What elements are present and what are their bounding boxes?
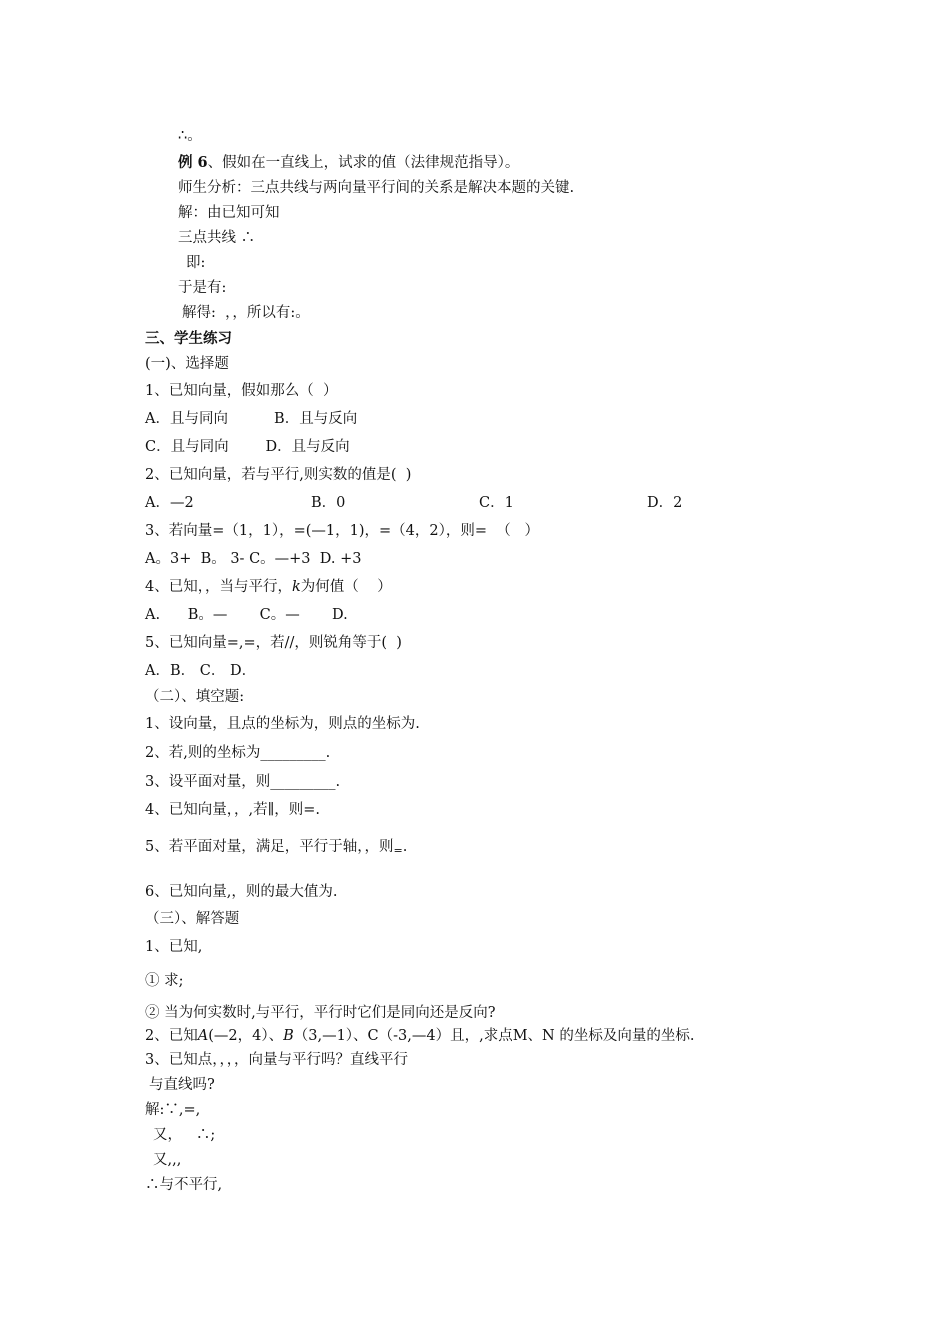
section-3-title: 三、学生练习 — [145, 330, 232, 347]
analysis-line: 师生分析：三点共线与两向量平行间的关系是解决本题的关键. — [178, 180, 575, 196]
fill-q5-post: . — [402, 839, 408, 855]
answer-q1-part2: ② 当为何实数时,与平行，平行时它们是同向还是反向? — [145, 1005, 496, 1021]
answer-sol-1: 解:∵,=, — [145, 1102, 201, 1118]
answer-heading: （三）、解答题 — [145, 911, 240, 927]
mcq-q4-post: 为何值（ ） — [300, 579, 392, 595]
mcq-q1: 1、已知向量，假如那么（ ） — [145, 383, 338, 399]
answer-q2-mid2: （3,—1）、C（-3,—4）且，,求点M、N 的坐标及向量的坐标. — [293, 1028, 695, 1044]
solved-line: 解得: ，，所以有:。 — [182, 305, 310, 321]
answer-sol-4: ∴与不平行, — [145, 1177, 223, 1193]
answer-q2-pre: 2、已知 — [145, 1028, 198, 1044]
answer-q1-part1: ① 求; — [145, 973, 184, 989]
fill-q5 — [145, 838, 407, 860]
answer-q2-point-b: B — [283, 1028, 294, 1044]
mcq-heading: (一)、选择题 — [145, 356, 229, 372]
answer-q3-cont: 与直线吗? — [149, 1077, 215, 1093]
fill-q1: 1、设向量，且点的坐标为，则点的坐标为. — [145, 716, 420, 732]
mcq-q4 — [145, 578, 392, 596]
mcq-q4-options: A. B。— C。— D. — [145, 607, 348, 623]
answer-sol-2: 又， ∴; — [153, 1127, 216, 1143]
collinear-line: 三点共线 ∴ — [178, 230, 256, 246]
answer-q2 — [145, 1027, 694, 1045]
fill-q4: 4、已知向量，，,若∥，则=. — [145, 802, 321, 818]
mcq-q5-options: A．B． C． D． — [145, 663, 257, 679]
answer-q2-point-a: A — [197, 1028, 209, 1044]
fill-q2: 2、若,则的坐标为_________. — [145, 745, 331, 761]
mcq-q4-pre: 4、已知，，当与平行， — [145, 579, 292, 595]
mcq-q1-options-cd: C．且与同向 D．且与反向 — [145, 439, 350, 455]
example-6-title — [178, 154, 519, 172]
mcq-q3-options: A。3+ B。 3- C。—+3 D. +3 — [145, 551, 362, 567]
answer-q2-mid1: (—2，4）、 — [208, 1028, 284, 1044]
mcq-q1-options-ab: A．且与同向 B．且与反向 — [145, 411, 358, 427]
mcq-q2-option-a: A．—2 — [145, 495, 194, 511]
fill-q5-blank: = — [393, 844, 403, 857]
example-label: 例 6 — [178, 154, 208, 171]
namely-line: 即: — [186, 255, 206, 271]
mcq-q2-option-b: B．0 — [311, 495, 346, 511]
answer-q1: 1、已知, — [145, 939, 203, 955]
mcq-q2-option-d: D．2 — [647, 495, 683, 511]
answer-q3: 3、已知点，，，，向量与平行吗？直线平行 — [145, 1052, 408, 1068]
fill-q5-pre: 5、若平面对量，满足，平行于轴，，则 — [145, 839, 394, 855]
answer-sol-3: 又,,, — [153, 1152, 182, 1168]
mcq-q3: 3、若向量=（1，1），=(—1，1)，=（4，2），则= （ ） — [145, 523, 540, 539]
so-have-line: 于是有: — [178, 280, 227, 296]
mcq-q4-k: k — [291, 579, 301, 595]
fill-heading: （二）、填空题: — [145, 689, 245, 705]
fill-q6: 6、已知向量,，则的最大值为. — [145, 884, 338, 900]
solution-line: 解：由已知可知 — [178, 205, 280, 221]
therefore-line: ∴。 — [178, 128, 202, 144]
mcq-q2-option-c: C．1 — [479, 495, 514, 511]
mcq-q2: 2、已知向量，若与平行,则实数的值是( ) — [145, 467, 412, 483]
fill-q3: 3、设平面对量，则_________. — [145, 774, 341, 790]
mcq-q5: 5、已知向量=,=，若//，则锐角等于( ) — [145, 635, 402, 651]
example-text: 、假如在一直线上，试求的值（法律规范指导）。 — [207, 155, 520, 171]
